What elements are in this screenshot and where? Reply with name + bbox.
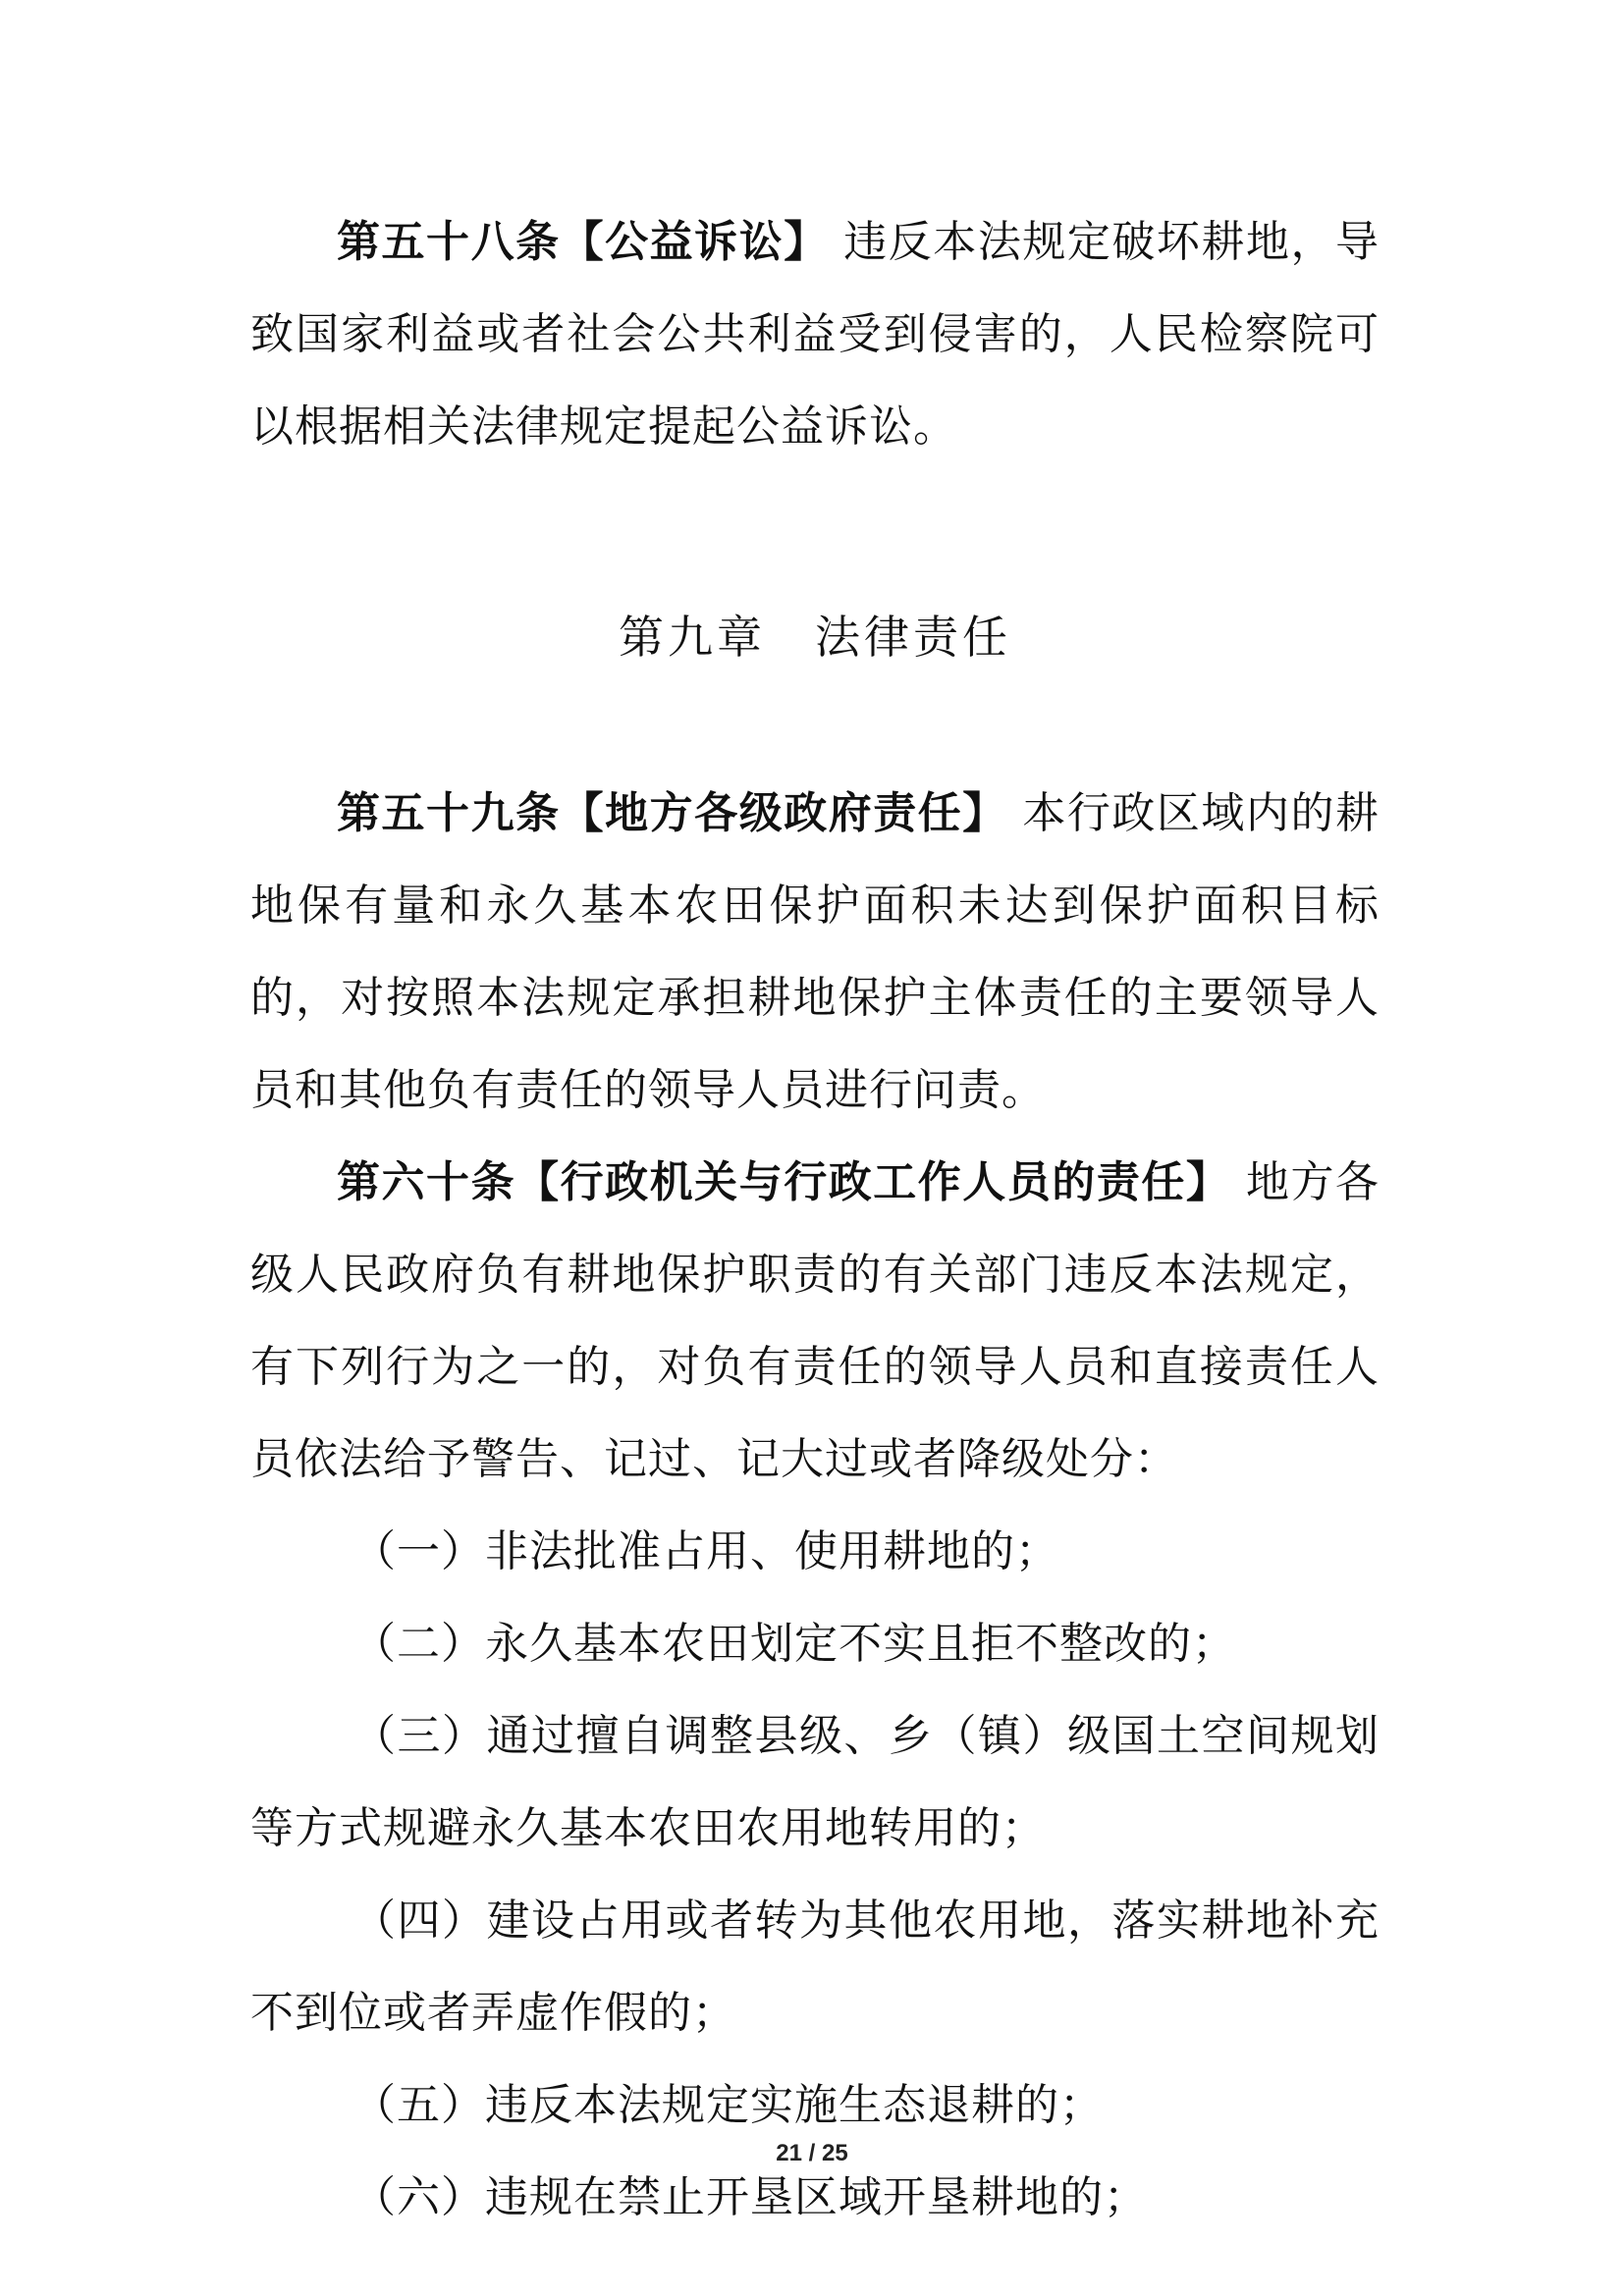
article-59	[250, 768, 1380, 1137]
list-item: （三）通过擅自调整县级、乡（镇）级国土空间规划等方式规避永久基本农田农用地转用的；	[250, 1711, 1380, 1853]
article-58-heading: 第五十八条【公益诉讼】	[337, 217, 829, 267]
article-58	[250, 196, 1380, 473]
article-60-heading: 第六十条【行政机关与行政工作人员的责任】	[337, 1157, 1231, 1207]
chapter-title: 第九章 法律责任	[619, 611, 1011, 664]
list-item: （一）非法批准占用、使用耕地的；	[352, 1526, 1059, 1576]
article-60	[250, 1137, 1380, 1506]
document-body	[250, 196, 1380, 2244]
list-item: （六）违规在禁止开垦区域开垦耕地的；	[352, 2172, 1148, 2222]
article-59-heading: 第五十九条【地方各级政府责任】	[337, 788, 1007, 838]
list-item: （五）违反本法规定实施生态退耕的；	[352, 2080, 1104, 2130]
article-60-body: 地方各级人民政府负有耕地保护职责的有关部门违反本法规定，有下列行为之一的，对负有责任的领导人员和直接责任人员依法给予警告、记过、记大过或者降级处分：	[250, 1157, 1380, 1484]
spacer	[250, 473, 1380, 591]
list-item: （四）建设占用或者转为其他农用地，落实耕地补充不到位或者弄虚作假的；	[250, 1896, 1380, 2038]
spacer	[250, 683, 1380, 768]
article-58-body: 违反本法规定破坏耕地，导致国家利益或者社会公共利益受到侵害的，人民检察院可以根据相关法律规定提起公益诉讼。	[250, 217, 1380, 452]
article-59-body: 本行政区域内的耕地保有量和永久基本农田保护面积未达到保护面积目标的，对按照本法规定承担耕地保护主体责任的主要领导人员和其他负有责任的领导人员进行问责。	[250, 788, 1380, 1115]
page-number: 21 / 25	[776, 2140, 848, 2166]
list-item: （二）永久基本农田划定不实且拒不整改的；	[352, 1619, 1236, 1669]
